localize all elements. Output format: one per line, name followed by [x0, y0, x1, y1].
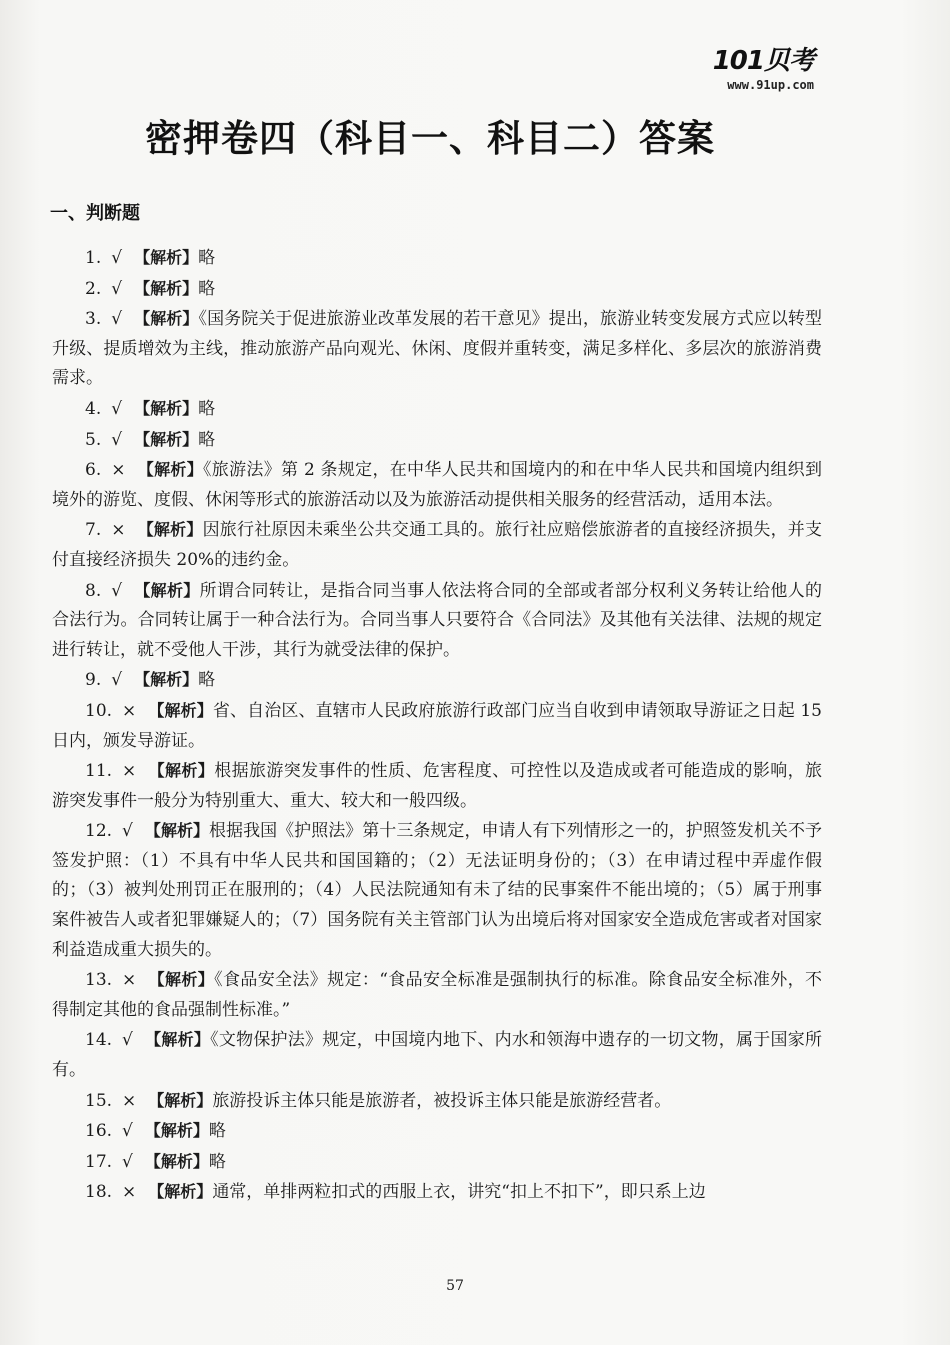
answer-item	[52, 965, 822, 1025]
answer-list	[52, 243, 822, 1208]
answer-item	[52, 274, 822, 305]
answer-mark: ×	[122, 700, 137, 721]
answer-mark: √	[111, 309, 123, 330]
item-number: 12.	[85, 821, 113, 842]
answer-item	[52, 756, 822, 816]
answer-item	[52, 425, 822, 456]
answer-item	[52, 304, 822, 394]
analysis-tag: 【解析】	[144, 1121, 209, 1141]
item-number: 13.	[85, 970, 113, 991]
answer-mark: ×	[122, 761, 137, 782]
analysis-tag: 【解析】	[148, 700, 213, 720]
analysis-tag: 【解析】	[134, 398, 199, 418]
answer-item	[52, 455, 822, 515]
item-number: 2.	[85, 278, 102, 299]
answer-mark: √	[111, 429, 123, 450]
analysis-tag: 【解析】	[148, 761, 215, 781]
item-number: 11.	[85, 761, 113, 782]
analysis-tag: 【解析】	[148, 970, 215, 990]
analysis-tag: 【解析】	[137, 520, 203, 540]
analysis-tag: 【解析】	[134, 278, 199, 298]
item-number: 8.	[85, 580, 102, 601]
answer-item	[52, 394, 822, 425]
analysis-tag: 【解析】	[144, 1151, 209, 1171]
answer-mark: √	[122, 1121, 133, 1142]
analysis-tag: 【解析】	[148, 1182, 213, 1202]
answer-mark: √	[111, 580, 123, 601]
analysis-text: 略	[198, 248, 216, 268]
item-number: 1.	[85, 248, 102, 268]
item-number: 14.	[85, 1030, 113, 1051]
item-number: 6.	[85, 460, 102, 481]
analysis-tag: 【解析】	[144, 821, 210, 841]
answer-mark: ×	[122, 1090, 137, 1111]
analysis-text: 《旅游法》第 2 条规定，在中华人民共和国境内的和在中华人民共和国境内组织到境外的游览、度假、休闲等形式的旅游活动以及为旅游活动提供相关服务的经营活动，适用本法。	[52, 460, 822, 510]
analysis-text: 根据我国《护照法》第十三条规定，申请人有下列情形之一的，护照签发机关不予签发护照：（1）不具有中华人民共和国国籍的；（2）无法证明身份的；（3）在申请过程中弄虚作假的；（3）被判处刑罚正在服刑的；（4）人民法院通知有未了结的民事案件不能出境的；（5）属于刑事案件被告人或者犯罪嫌疑人的；（7）国务院有关主管部门认为出境后将对国家安全造成危害或者对国家利益造成重大损失的。	[52, 821, 822, 960]
analysis-text: 《国务院关于促进旅游业改革发展的若干意见》提出，旅游业转变发展方式应以转型升级、提质增效为主线，推动旅游产品向观光、休闲、度假并重转变，满足多样化、多层次的旅游消费需求。	[52, 309, 822, 389]
analysis-text: 略	[208, 1121, 226, 1142]
analysis-text: 省、自治区、直辖市人民政府旅游行政部门应当自收到申请领取导游证之日起 15 日内，颁发导游证。	[52, 700, 822, 751]
logo-mark: 101贝考	[712, 46, 814, 76]
analysis-text: 略	[198, 278, 216, 299]
analysis-tag: 【解析】	[134, 429, 199, 449]
page-number: 57	[446, 1278, 464, 1294]
answer-mark: √	[122, 821, 133, 842]
answer-mark: √	[122, 1151, 133, 1172]
answer-item	[52, 696, 822, 756]
answer-item	[52, 1086, 822, 1117]
answer-mark: ×	[122, 1182, 137, 1203]
answer-item	[52, 1025, 822, 1085]
answer-item	[52, 515, 822, 575]
item-number: 5.	[85, 429, 102, 450]
analysis-text: 所谓合同转让，是指合同当事人依法将合同的全部或者部分权利义务转让给他人的合法行为。合同转让属于一种合法行为。合同当事人只要符合《合同法》及其他有关法律、法规的规定进行转让，就不受他人干涉，其行为就受法律的保护。	[52, 580, 822, 660]
brand-logo	[713, 46, 814, 92]
answer-item	[52, 576, 822, 666]
item-number: 7.	[85, 520, 102, 541]
answer-mark: √	[122, 1030, 133, 1051]
analysis-text: 根据旅游突发事件的性质、危害程度、可控性以及造成或者可能造成的影响，旅游突发事件一般分为特别重大、重大、较大和一般四级。	[52, 761, 822, 811]
answer-mark: ×	[111, 460, 126, 481]
section-heading: 一、判断题	[50, 203, 140, 224]
item-number: 18.	[85, 1182, 113, 1203]
analysis-text: 因旅行社原因未乘坐公共交通工具的。旅行社应赔偿旅游者的直接经济损失，并支付直接经济损失 20%的违约金。	[52, 520, 822, 570]
answer-item	[52, 665, 822, 696]
answer-mark: √	[111, 248, 123, 268]
analysis-text: 略	[208, 1151, 226, 1172]
answer-item	[52, 1116, 822, 1147]
answer-item	[52, 1147, 822, 1178]
item-number: 16.	[85, 1121, 113, 1142]
analysis-tag: 【解析】	[134, 248, 199, 267]
analysis-text: 《食品安全法》规定：“食品安全标准是强制执行的标准。除食品安全标准外，不得制定其他的食品强制性标准。”	[52, 970, 822, 1020]
logo-url: www.91up.com	[727, 78, 814, 92]
item-number: 15.	[85, 1090, 113, 1111]
analysis-tag: 【解析】	[144, 1030, 211, 1050]
analysis-text: 略	[198, 398, 216, 419]
analysis-text: 旅游投诉主体只能是旅游者，被投诉主体只能是旅游经营者。	[212, 1090, 672, 1111]
analysis-text: 通常，单排两粒扣式的西服上衣，讲究“扣上不扣下”，即只系上边	[212, 1182, 706, 1203]
answer-mark: ×	[111, 520, 126, 541]
analysis-tag: 【解析】	[148, 1090, 213, 1110]
answer-item	[52, 243, 822, 274]
analysis-tag: 【解析】	[134, 580, 200, 600]
analysis-text: 略	[198, 429, 216, 450]
answer-mark: √	[111, 670, 123, 691]
item-number: 4.	[85, 398, 102, 419]
item-number: 3.	[85, 309, 102, 330]
analysis-tag: 【解析】	[134, 309, 199, 329]
answer-item	[52, 816, 822, 965]
answer-item	[52, 1177, 822, 1208]
item-number: 17.	[85, 1151, 113, 1172]
analysis-text: 略	[198, 670, 216, 691]
analysis-tag: 【解析】	[134, 670, 199, 690]
item-number: 9.	[85, 670, 102, 691]
analysis-tag: 【解析】	[137, 460, 203, 480]
page-title: 密押卷四（科目一、科目二）答案	[145, 117, 715, 160]
analysis-text: 《文物保护法》规定，中国境内地下、内水和领海中遗存的一切文物，属于国家所有。	[52, 1030, 822, 1081]
item-number: 10.	[85, 700, 113, 721]
answer-mark: ×	[122, 970, 137, 991]
answer-mark: √	[111, 398, 123, 419]
answer-mark: √	[111, 278, 123, 299]
